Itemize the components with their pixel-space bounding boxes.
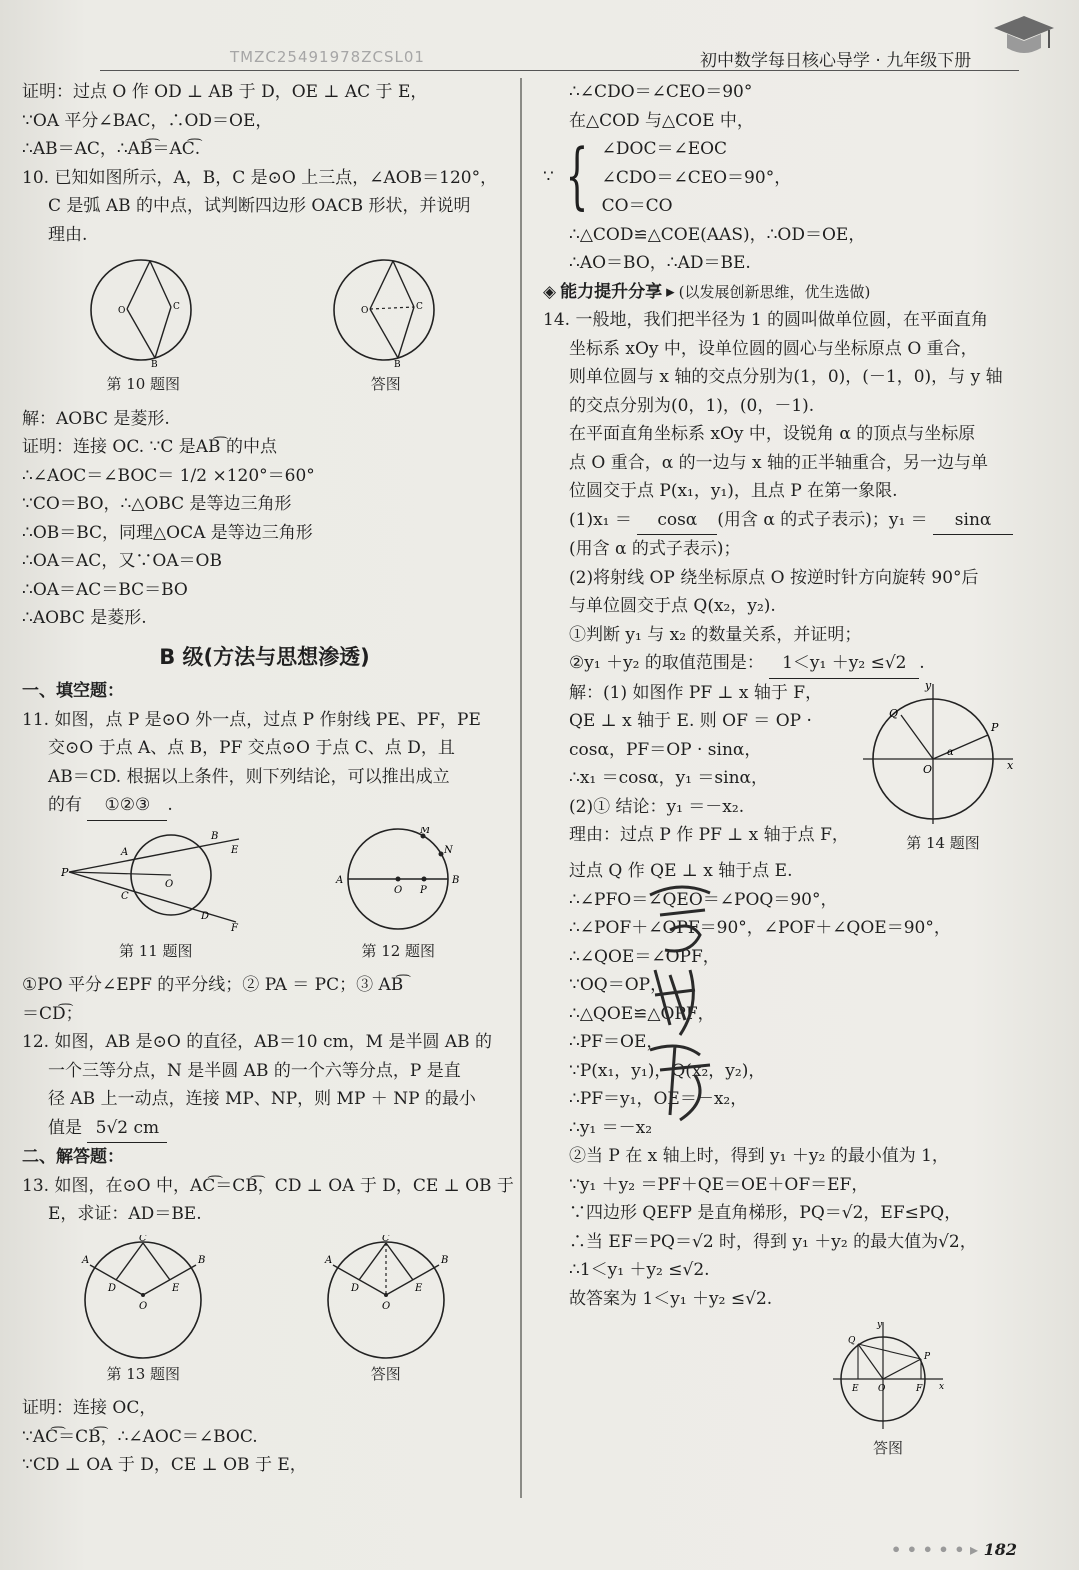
sol13-line: ∵AC͡＝CB͡，∴∠AOC＝∠BOC. xyxy=(22,1426,258,1447)
q10-line: 10. 已知如图所示，A，B，C 是⊙O 上三点，∠AOB＝120°， xyxy=(22,167,498,188)
q10-line: 理由. xyxy=(48,224,88,245)
q12-line: 径 AB 上一动点，连接 MP、NP，则 MP ＋ NP 的最小 xyxy=(48,1089,476,1109)
q11-options: ①PO 平分∠EPF 的平分线；② PA ＝ PC；③ AB͡ xyxy=(22,975,404,995)
fig13-answer xyxy=(321,1235,451,1389)
fig13-answer-diagram xyxy=(321,1235,451,1360)
svg-text:y: y xyxy=(877,1320,883,1330)
svg-text:A: A xyxy=(336,874,344,886)
fig10-caption: 第 10 题图 xyxy=(106,375,181,393)
brace-line: ∠DOC＝∠EOC xyxy=(601,139,728,159)
right-column xyxy=(543,78,1043,1463)
arrow-icon: ▸ xyxy=(666,281,675,302)
svg-text:D: D xyxy=(108,1282,117,1294)
q13-line: 13. 如图，在⊙O 中，AC͡＝CB͡，CD ⊥ OA 于 D，CE ⊥ OB 于 xyxy=(22,1175,514,1196)
svg-text:x: x xyxy=(939,1382,945,1392)
fig11-12-row xyxy=(22,827,507,966)
fig10-answer-caption: 答图 xyxy=(370,375,401,393)
svg-text:E: E xyxy=(852,1384,859,1394)
page-number xyxy=(891,1540,1017,1559)
svg-text:O: O xyxy=(118,306,126,316)
fig13-caption: 第 13 题图 xyxy=(106,1364,181,1383)
fig10 xyxy=(83,255,203,399)
q14-line: 的交点分别为(0，1)，(0，－1). xyxy=(569,395,815,416)
sol13-end-line: ∴AO＝BO，∴AD＝BE. xyxy=(569,253,751,273)
svg-text:O: O xyxy=(139,1300,148,1312)
sol14-line: ∴1＜y₁ ＋y₂ ≤√2. xyxy=(569,1260,710,1280)
graduation-cap-icon xyxy=(989,8,1059,68)
svg-text:x: x xyxy=(1007,758,1014,772)
sol14-line: ∴PF＝y₁，OE＝－x₂， xyxy=(569,1089,748,1109)
q11-line: 交⊙O 于点 A、点 B，PF 交点⊙O 于点 C、点 D，且 xyxy=(48,738,455,758)
q14-part1 xyxy=(543,506,1043,536)
sol14-line: 理由：过点 P 作 PF ⊥ x 轴于点 F， xyxy=(569,825,849,845)
fig14-answer xyxy=(733,1319,1043,1463)
svg-text:P: P xyxy=(991,720,999,734)
q14-1c: (用含 α 的式子表示)； xyxy=(569,539,741,559)
svg-text:y: y xyxy=(925,678,932,692)
q14-line: 在平面直角坐标系 xOy 中，设锐角 α 的顶点与坐标原 xyxy=(569,424,976,444)
congruence-system: ∵ { ∠DOC＝∠EOC ∠CDO＝∠CEO＝90°， CO＝CO xyxy=(543,135,1043,221)
sol14-line: ∴△QOE≌△OPF， xyxy=(569,1003,715,1024)
left-column xyxy=(22,78,514,1480)
q12-line: 一个三等分点，N 是半圆 AB 的一个六等分点，P 是直 xyxy=(48,1060,461,1081)
fig13-answer-caption: 答图 xyxy=(370,1364,401,1383)
q14-2-line: ①判断 y₁ 与 x₂ 的数量关系，并证明； xyxy=(569,624,862,645)
sol14-line: ∴∠PFO＝∠QEO＝∠POQ＝90°， xyxy=(569,889,838,910)
q14-range-answer: 1＜y₁ ＋y₂ ≤√2 xyxy=(769,649,919,679)
q13-line: E，求证：AD＝BE. xyxy=(48,1204,202,1224)
column-divider xyxy=(520,78,522,1498)
sol14-line: ∴∠QOE＝∠OPF， xyxy=(569,946,720,967)
sol14-line: ∴PF＝OE， xyxy=(569,1032,664,1052)
sol14-line: (2)① 结论：y₁ ＝－x₂. xyxy=(569,796,745,817)
brace-line: CO＝CO xyxy=(601,196,673,216)
sol13-line: ∵CD ⊥ OA 于 D，CE ⊥ OB 于 E， xyxy=(22,1455,307,1475)
header-title: 初中数学每日核心导学 · 九年级下册 xyxy=(700,51,972,71)
svg-text:C: C xyxy=(415,302,423,312)
svg-text:B: B xyxy=(452,874,460,886)
fig10-answer-diagram xyxy=(326,255,446,370)
sol13-cont-line: ∴∠CDO＝∠CEO＝90° xyxy=(569,82,753,102)
q14-2-line: (2)将射线 OP 绕坐标原点 O 按逆时针方向旋转 90°后 xyxy=(569,567,979,588)
sol14-line: 过点 Q 作 QE ⊥ x 轴于点 E. xyxy=(569,861,793,881)
q12-answer: 5√2 cm xyxy=(87,1114,167,1144)
svg-text:C: C xyxy=(120,890,129,902)
svg-text:Q: Q xyxy=(889,706,899,720)
q11-prompt: 的有 xyxy=(48,795,82,815)
svg-text:C: C xyxy=(173,302,181,312)
fig10-circle-diagram xyxy=(83,255,203,370)
fig13-row xyxy=(22,1235,507,1389)
section-b-heading: B 级(方法与思想渗透) xyxy=(159,644,370,669)
fig11 xyxy=(61,827,251,966)
sol10-line: ∴OA＝AC，又∵OA＝OB xyxy=(22,551,222,571)
svg-text:B: B xyxy=(151,360,158,370)
sol14-line: 故答案为 1＜y₁ ＋y₂ ≤√2. xyxy=(569,1288,773,1309)
q14-2b-prompt: ②y₁ ＋y₂ 的取值范围是： xyxy=(569,653,764,673)
q14-y1-answer: sinα xyxy=(933,506,1013,536)
q12-line xyxy=(22,1114,507,1144)
fill-in-heading: 一、填空题： xyxy=(22,681,124,701)
sol14-line: ②当 P 在 x 轴上时，得到 y₁ ＋y₂ 的最小值为 1， xyxy=(569,1146,949,1166)
svg-text:B: B xyxy=(198,1254,206,1266)
q11-line: AB＝CD. 根据以上条件，则下列结论，可以推出成立 xyxy=(48,766,450,787)
sol14-line: ∴y₁ ＝－x₂ xyxy=(569,1117,653,1138)
svg-text:C: C xyxy=(381,1234,390,1244)
svg-text:D: D xyxy=(200,910,209,922)
q14-1a: (1)x₁ ＝ xyxy=(569,509,632,530)
sol14-line: ∵y₁ ＋y₂ ＝PF＋QE＝OE＋OF＝EF， xyxy=(569,1174,869,1195)
fig14-caption: 第 14 题图 xyxy=(906,833,980,852)
svg-text:E: E xyxy=(414,1282,423,1294)
q14-2b: ②y₁ ＋y₂ 的取值范围是： 1＜y₁ ＋y₂ ≤√2 . xyxy=(543,649,1043,679)
svg-text:α: α xyxy=(947,746,954,758)
sol14-line: ∵OQ＝OP， xyxy=(569,975,668,995)
fig12 xyxy=(328,827,468,966)
sol14-line: ∴当 EF＝PQ＝√2 时，得到 y₁ ＋y₂ 的最大值为√2， xyxy=(569,1231,977,1252)
svg-text:P: P xyxy=(420,884,427,896)
fig10-answer xyxy=(326,255,446,399)
diamond-icon: ◈ xyxy=(543,281,557,302)
header-code: TMZC25491978ZCSL01 xyxy=(230,48,425,66)
ability-heading xyxy=(543,278,1043,307)
sol14-line: ∴x₁ ＝cosα，y₁ ＝sinα， xyxy=(569,768,768,788)
svg-text:F: F xyxy=(916,1384,923,1394)
brace-content xyxy=(602,135,792,221)
sol10-line: ∵CO＝BO，∴△OBC 是等边三角形 xyxy=(22,494,292,514)
svg-text:B: B xyxy=(440,1254,449,1266)
fig10-row xyxy=(22,255,507,399)
sol13-cont-line: 在△COD 与△COE 中， xyxy=(569,110,754,131)
q14-line: 14. 一般地，我们把半径为 1 的圆叫做单位圆，在平面直角 xyxy=(543,310,989,330)
fig14-answer-diagram xyxy=(828,1319,948,1434)
svg-text:O: O xyxy=(923,762,933,776)
sol10-line: ∴∠AOC＝∠BOC＝ 1/2 ×120°＝60° xyxy=(22,465,315,486)
fig12-caption: 第 12 题图 xyxy=(361,941,436,960)
svg-text:O: O xyxy=(394,884,403,896)
fig14-answer-caption: 答图 xyxy=(872,1439,903,1457)
svg-text:O: O xyxy=(360,306,369,316)
q11-line: 11. 如图，点 P 是⊙O 外一点，过点 P 作射线 PE、PF，PE xyxy=(22,709,481,730)
sol13-line: 证明：连接 OC， xyxy=(22,1398,157,1418)
dots-decoration: • • • • • ▸ xyxy=(891,1540,979,1559)
q14-line: 坐标系 xOy 中，设单位圆的圆心与坐标原点 O 重合， xyxy=(569,338,978,359)
q10-line: C 是弧 AB 的中点，试判断四边形 OACB 形状，并说明 xyxy=(48,196,471,216)
sol10-line: 证明：连接 OC. ∵C 是AB͡ 的中点 xyxy=(22,437,277,457)
proof-line: ∵OA 平分∠BAC，∴OD＝OE， xyxy=(22,110,273,131)
handwritten-annotation xyxy=(640,875,740,1125)
svg-text:D: D xyxy=(350,1282,359,1294)
sol10-line: ∴OA＝AC＝BC＝BO xyxy=(22,579,188,600)
sol14-line: cosα，PF＝OP · sinα， xyxy=(569,739,762,760)
svg-text:P: P xyxy=(924,1352,931,1362)
svg-text:A: A xyxy=(324,1254,332,1266)
sol13-end-line: ∴△COD≌△COE(AAS)，∴OD＝OE， xyxy=(569,224,866,245)
svg-text:F: F xyxy=(230,922,238,934)
solve-heading: 二、解答题： xyxy=(22,1147,124,1167)
sol14-line: ∴∠POF＋∠OPF＝90°，∠POF＋∠QOE＝90°， xyxy=(569,918,951,938)
svg-text:C: C xyxy=(139,1234,147,1244)
svg-text:E: E xyxy=(172,1282,180,1294)
svg-text:M: M xyxy=(420,826,431,836)
fig14-diagram xyxy=(863,679,1023,829)
sol14-text xyxy=(543,679,863,858)
brace-line: ∠CDO＝∠CEO＝90°， xyxy=(601,167,792,188)
sol14-block xyxy=(543,679,1043,858)
svg-text:N: N xyxy=(444,844,453,856)
q14-1b: (用含 α 的式子表示)；y₁ ＝ xyxy=(717,509,928,530)
sol10-line: ∴AOBC 是菱形. xyxy=(22,608,147,628)
q12-line: 12. 如图，AB 是⊙O 的直径，AB＝10 cm，M 是半圆 AB 的 xyxy=(22,1032,493,1052)
svg-text:O: O xyxy=(381,1300,390,1312)
fig13 xyxy=(78,1235,208,1389)
svg-text:E: E xyxy=(230,844,239,856)
q12-prompt: 值是 xyxy=(48,1117,82,1138)
fig11-diagram xyxy=(61,827,251,937)
q11-answer: ①②③ xyxy=(87,791,167,821)
svg-text:Q: Q xyxy=(848,1336,856,1346)
fig11-caption: 第 11 题图 xyxy=(118,941,193,960)
sol14-line: ∵P(x₁，y₁)，Q(x₂，y₂)， xyxy=(569,1060,766,1081)
q14-line: 点 O 重合，α 的一边与 x 轴的正半轴重合，另一边与单 xyxy=(569,452,989,473)
svg-text:B: B xyxy=(210,830,219,842)
fig14 xyxy=(863,679,1023,858)
svg-text:A: A xyxy=(82,1254,90,1266)
svg-text:O: O xyxy=(878,1384,886,1394)
brace-glyph: { xyxy=(565,133,589,217)
q14-x1-answer: cosα xyxy=(637,506,717,536)
sol10-line: ∴OB＝BC，同理△OCA 是等边三角形 xyxy=(22,522,313,543)
q11-line: 的有 ①②③ . xyxy=(22,791,507,821)
sol14-line: QE ⊥ x 轴于 E. 则 OF ＝ OP · xyxy=(569,711,812,731)
fig12-diagram xyxy=(328,827,468,937)
svg-text:O: O xyxy=(164,878,173,890)
fig13-diagram xyxy=(78,1235,208,1360)
proof-line: 证明：过点 O 作 OD ⊥ AB 于 D，OE ⊥ AC 于 E， xyxy=(22,82,428,102)
ability-title: 能力提升分享 xyxy=(560,281,663,302)
svg-text:B: B xyxy=(393,360,401,370)
ability-subtitle: (以发展创新思维，优生选做) xyxy=(678,282,871,301)
q14-2-line: 与单位圆交于点 Q(x₂，y₂). xyxy=(569,596,776,616)
proof-line: ∴AB＝AC，∴AB͡＝AC͡. xyxy=(22,139,201,159)
svg-text:A: A xyxy=(120,846,128,858)
q14-line: 位圆交于点 P(x₁，y₁)，且点 P 在第一象限. xyxy=(569,481,898,501)
header-rule xyxy=(100,70,1019,71)
q14-line: 则单位圆与 x 轴的交点分别为(1，0)，(－1，0)，与 y 轴 xyxy=(569,367,1003,387)
sol14-line: 解：(1) 如图作 PF ⊥ x 轴于 F， xyxy=(569,682,823,703)
page-number-value: 182 xyxy=(983,1540,1017,1559)
svg-text:P: P xyxy=(60,865,69,879)
sol14-line: ∵四边形 QEFP 是直角梯形，PQ＝√2，EF≤PQ， xyxy=(569,1203,962,1223)
q11-options: ＝CD͡； xyxy=(22,1003,83,1024)
sol10-line: 解：AOBC 是菱形. xyxy=(22,408,170,429)
